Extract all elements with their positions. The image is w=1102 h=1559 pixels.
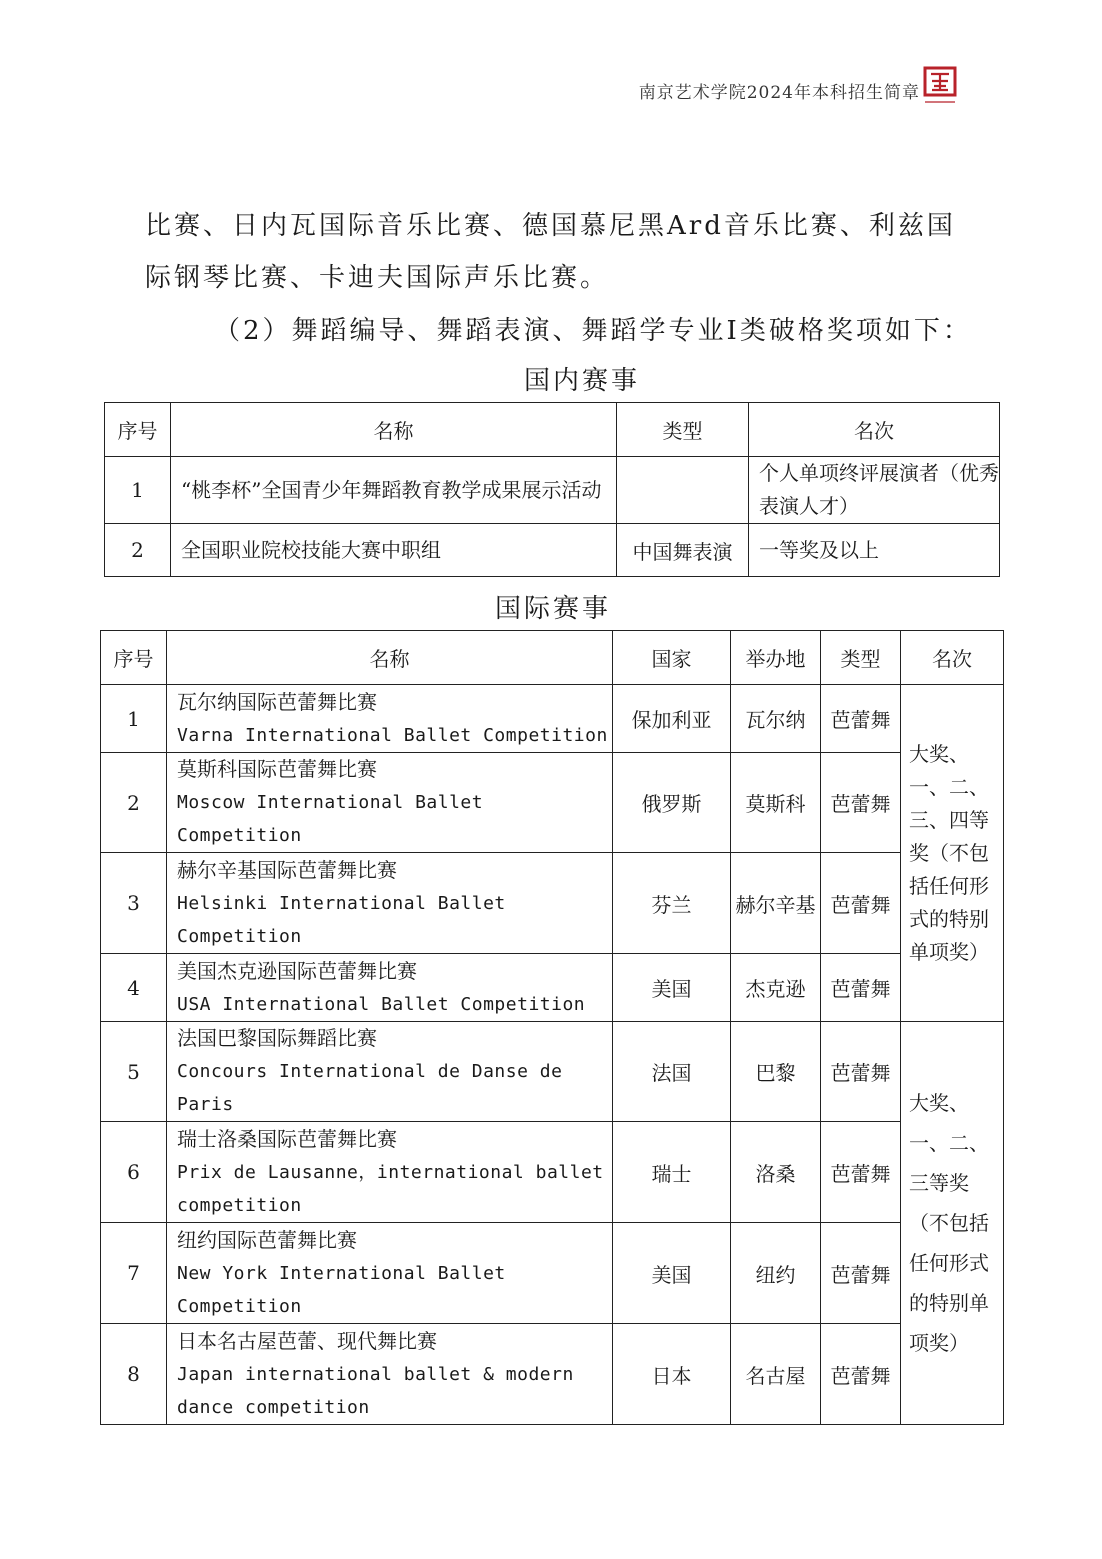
international-table xyxy=(100,630,1004,1425)
table-row: 3 赫尔辛基国际芭蕾舞比赛 Helsinki International Ballet Competition 芬兰 赫尔辛基 芭蕾舞 xyxy=(101,853,1004,954)
domestic-caption: 国内赛事 xyxy=(523,366,640,396)
table-header-row: 序号 名称 类型 名次 xyxy=(105,403,1000,457)
table-row: 2 全国职业院校技能大赛中职组 中国舞表演 一等奖及以上 xyxy=(105,524,1000,577)
table-row: 7 纽约国际芭蕾舞比赛 New York International Ballet Competition 美国 纽约 芭蕾舞 xyxy=(101,1223,1004,1324)
body-paragraph-2: （2）舞蹈编导、舞蹈表演、舞蹈学专业I类破格奖项如下： xyxy=(214,316,972,346)
table-row: 1 “桃李杯”全国青少年舞蹈教育教学成果展示活动 个人单项终评展演者（优秀表演人才） xyxy=(105,457,1000,524)
table-row: 1 瓦尔纳国际芭蕾舞比赛 Varna International Ballet Competition 保加利亚 瓦尔纳 芭蕾舞 大奖、一、二、三、四等奖（不包括任何形式的特别单项奖） xyxy=(101,685,1004,753)
table-header-row: 序号 名称 国家 举办地 类型 名次 xyxy=(101,631,1004,685)
domestic-table xyxy=(104,402,1000,577)
table-row: 4 美国杰克逊国际芭蕾舞比赛 USA International Ballet Competition 美国 杰克逊 芭蕾舞 xyxy=(101,954,1004,1022)
rank-group-1: 大奖、一、二、三、四等奖（不包括任何形式的特别单项奖） xyxy=(901,685,1004,1022)
nanyi-seal-logo-icon xyxy=(922,66,958,106)
table-row: 8 日本名古屋芭蕾、现代舞比赛 Japan international ballet & modern dance competition 日本 名古屋 芭蕾舞 xyxy=(101,1324,1004,1425)
international-caption: 国际赛事 xyxy=(494,594,611,624)
table-row: 6 瑞士洛桑国际芭蕾舞比赛 Prix de Lausanne，international ballet competition 瑞士 洛桑 芭蕾舞 xyxy=(101,1122,1004,1223)
table-row: 2 莫斯科国际芭蕾舞比赛 Moscow International Ballet Competition 俄罗斯 莫斯科 芭蕾舞 xyxy=(101,753,1004,853)
rank-group-2: 大奖、一、二、三等奖（不包括任何形式的特别单项奖） xyxy=(901,1022,1004,1425)
table-row: 5 法国巴黎国际舞蹈比赛 Concours International de Danse de Paris 法国 巴黎 芭蕾舞 大奖、一、二、三等奖（不包括任何形式的特别单项奖） xyxy=(101,1022,1004,1122)
page-header: 南京艺术学院2024年本科招生简章 xyxy=(638,83,920,103)
body-paragraph-1: 比赛、日内瓦国际音乐比赛、德国慕尼黑Ard音乐比赛、利兹国 际钢琴比赛、卡迪夫国际声乐比赛。 xyxy=(145,211,956,293)
